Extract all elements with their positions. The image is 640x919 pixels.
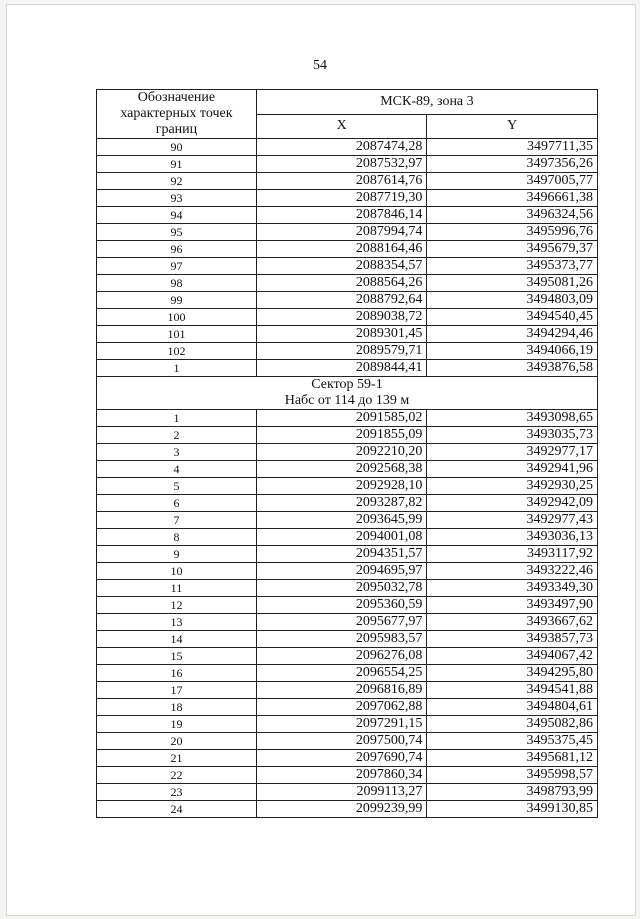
x-value: 2097860,34 bbox=[256, 767, 427, 784]
point-id: 97 bbox=[97, 258, 257, 275]
point-id: 6 bbox=[97, 495, 257, 512]
table-row bbox=[97, 665, 598, 682]
point-id: 90 bbox=[97, 139, 257, 156]
y-value: 3495998,57 bbox=[427, 767, 598, 784]
table-row bbox=[97, 716, 598, 733]
y-value: 3494803,09 bbox=[427, 292, 598, 309]
x-value: 2094695,97 bbox=[256, 563, 427, 580]
y-value: 3492930,25 bbox=[427, 478, 598, 495]
table-row bbox=[97, 427, 598, 444]
x-value: 2088792,64 bbox=[256, 292, 427, 309]
point-id: 5 bbox=[97, 478, 257, 495]
x-value: 2089579,71 bbox=[256, 343, 427, 360]
y-value: 3493035,73 bbox=[427, 427, 598, 444]
y-value: 3492977,17 bbox=[427, 444, 598, 461]
y-value: 3493349,30 bbox=[427, 580, 598, 597]
y-value: 3493098,65 bbox=[427, 410, 598, 427]
table-row bbox=[97, 241, 598, 258]
x-value: 2091855,09 bbox=[256, 427, 427, 444]
y-value: 3495679,37 bbox=[427, 241, 598, 258]
x-value: 2097500,74 bbox=[256, 733, 427, 750]
table-row bbox=[97, 563, 598, 580]
point-id: 8 bbox=[97, 529, 257, 546]
x-value: 2087614,76 bbox=[256, 173, 427, 190]
point-id: 99 bbox=[97, 292, 257, 309]
y-value: 3492977,43 bbox=[427, 512, 598, 529]
x-value: 2094351,57 bbox=[256, 546, 427, 563]
y-value: 3494067,42 bbox=[427, 648, 598, 665]
table-row bbox=[97, 597, 598, 614]
table-row bbox=[97, 614, 598, 631]
x-value: 2097690,74 bbox=[256, 750, 427, 767]
point-id: 12 bbox=[97, 597, 257, 614]
sector-elevation: Набс от 114 до 139 м bbox=[284, 393, 410, 408]
point-id: 95 bbox=[97, 224, 257, 241]
table-row bbox=[97, 631, 598, 648]
point-id: 24 bbox=[97, 801, 257, 818]
table-row bbox=[97, 190, 598, 207]
y-value: 3497356,26 bbox=[427, 156, 598, 173]
page-number: 54 bbox=[313, 58, 327, 73]
coordinates-table-body bbox=[97, 90, 598, 818]
table-row bbox=[97, 309, 598, 326]
coordinates-table bbox=[96, 89, 598, 818]
table-row bbox=[97, 648, 598, 665]
x-value: 2089038,72 bbox=[256, 309, 427, 326]
point-id: 21 bbox=[97, 750, 257, 767]
point-id: 10 bbox=[97, 563, 257, 580]
y-value: 3493036,13 bbox=[427, 529, 598, 546]
point-id: 101 bbox=[97, 326, 257, 343]
table-row bbox=[97, 512, 598, 529]
y-value: 3493497,90 bbox=[427, 597, 598, 614]
x-value: 2099113,27 bbox=[256, 784, 427, 801]
table-row bbox=[97, 478, 598, 495]
x-value: 2092210,20 bbox=[256, 444, 427, 461]
x-value: 2093645,99 bbox=[256, 512, 427, 529]
table-row bbox=[97, 580, 598, 597]
table-row bbox=[97, 360, 598, 377]
point-id: 91 bbox=[97, 156, 257, 173]
y-value: 3495681,12 bbox=[427, 750, 598, 767]
x-value: 2089844,41 bbox=[256, 360, 427, 377]
table-row bbox=[97, 529, 598, 546]
sector-cell bbox=[97, 377, 598, 410]
sector-name: Сектор 59-1 bbox=[311, 377, 383, 392]
x-value: 2096816,89 bbox=[256, 682, 427, 699]
x-value: 2088354,57 bbox=[256, 258, 427, 275]
point-id: 17 bbox=[97, 682, 257, 699]
y-value: 3494066,19 bbox=[427, 343, 598, 360]
table-row bbox=[97, 156, 598, 173]
y-value: 3493857,73 bbox=[427, 631, 598, 648]
point-id: 9 bbox=[97, 546, 257, 563]
x-value: 2096554,25 bbox=[256, 665, 427, 682]
x-value: 2092568,38 bbox=[256, 461, 427, 478]
point-id: 18 bbox=[97, 699, 257, 716]
x-value: 2092928,10 bbox=[256, 478, 427, 495]
y-value: 3495375,45 bbox=[427, 733, 598, 750]
point-id: 14 bbox=[97, 631, 257, 648]
sector-row bbox=[97, 377, 598, 410]
x-value: 2095983,57 bbox=[256, 631, 427, 648]
point-id: 93 bbox=[97, 190, 257, 207]
table-row bbox=[97, 750, 598, 767]
table-row bbox=[97, 139, 598, 156]
x-value: 2093287,82 bbox=[256, 495, 427, 512]
point-id: 22 bbox=[97, 767, 257, 784]
table-row bbox=[97, 410, 598, 427]
y-value: 3499130,85 bbox=[427, 801, 598, 818]
point-id: 16 bbox=[97, 665, 257, 682]
point-id: 1 bbox=[97, 360, 257, 377]
y-value: 3494540,45 bbox=[427, 309, 598, 326]
table-row bbox=[97, 767, 598, 784]
x-value: 2087532,97 bbox=[256, 156, 427, 173]
table-row bbox=[97, 207, 598, 224]
y-value: 3494804,61 bbox=[427, 699, 598, 716]
table-row bbox=[97, 801, 598, 818]
table-row bbox=[97, 699, 598, 716]
table-row bbox=[97, 495, 598, 512]
x-value: 2089301,45 bbox=[256, 326, 427, 343]
y-value: 3495996,76 bbox=[427, 224, 598, 241]
x-value: 2097062,88 bbox=[256, 699, 427, 716]
table-row bbox=[97, 784, 598, 801]
header-x: X bbox=[256, 114, 427, 139]
point-id: 100 bbox=[97, 309, 257, 326]
table-row bbox=[97, 173, 598, 190]
point-id: 94 bbox=[97, 207, 257, 224]
table-row bbox=[97, 733, 598, 750]
x-value: 2094001,08 bbox=[256, 529, 427, 546]
point-id: 20 bbox=[97, 733, 257, 750]
y-value: 3493667,62 bbox=[427, 614, 598, 631]
y-value: 3497005,77 bbox=[427, 173, 598, 190]
table-row bbox=[97, 682, 598, 699]
y-value: 3495081,26 bbox=[427, 275, 598, 292]
x-value: 2088164,46 bbox=[256, 241, 427, 258]
y-value: 3495373,77 bbox=[427, 258, 598, 275]
table-header-row bbox=[97, 90, 598, 115]
x-value: 2087474,28 bbox=[256, 139, 427, 156]
point-id: 3 bbox=[97, 444, 257, 461]
x-value: 2087719,30 bbox=[256, 190, 427, 207]
point-id: 4 bbox=[97, 461, 257, 478]
y-value: 3492941,96 bbox=[427, 461, 598, 478]
x-value: 2097291,15 bbox=[256, 716, 427, 733]
x-value: 2095032,78 bbox=[256, 580, 427, 597]
point-id: 92 bbox=[97, 173, 257, 190]
x-value: 2087846,14 bbox=[256, 207, 427, 224]
y-value: 3494541,88 bbox=[427, 682, 598, 699]
table-row bbox=[97, 546, 598, 563]
point-id: 102 bbox=[97, 343, 257, 360]
y-value: 3494295,80 bbox=[427, 665, 598, 682]
table-row bbox=[97, 292, 598, 309]
table-row bbox=[97, 224, 598, 241]
x-value: 2099239,99 bbox=[256, 801, 427, 818]
x-value: 2096276,08 bbox=[256, 648, 427, 665]
point-id: 11 bbox=[97, 580, 257, 597]
header-y: Y bbox=[427, 114, 598, 139]
y-value: 3495082,86 bbox=[427, 716, 598, 733]
header-point-label: Обозначение характерных точек границ bbox=[97, 90, 257, 139]
table-row bbox=[97, 461, 598, 478]
table-row bbox=[97, 326, 598, 343]
y-value: 3493117,92 bbox=[427, 546, 598, 563]
table-row bbox=[97, 258, 598, 275]
y-value: 3494294,46 bbox=[427, 326, 598, 343]
point-id: 13 bbox=[97, 614, 257, 631]
header-coordinate-system: МСК-89, зона 3 bbox=[256, 90, 597, 115]
point-id: 19 bbox=[97, 716, 257, 733]
y-value: 3496324,56 bbox=[427, 207, 598, 224]
point-id: 2 bbox=[97, 427, 257, 444]
x-value: 2087994,74 bbox=[256, 224, 427, 241]
table-row bbox=[97, 444, 598, 461]
x-value: 2095360,59 bbox=[256, 597, 427, 614]
x-value: 2091585,02 bbox=[256, 410, 427, 427]
point-id: 23 bbox=[97, 784, 257, 801]
y-value: 3492942,09 bbox=[427, 495, 598, 512]
point-id: 96 bbox=[97, 241, 257, 258]
x-value: 2088564,26 bbox=[256, 275, 427, 292]
point-id: 98 bbox=[97, 275, 257, 292]
point-id: 15 bbox=[97, 648, 257, 665]
point-id: 1 bbox=[97, 410, 257, 427]
table-row bbox=[97, 343, 598, 360]
y-value: 3498793,99 bbox=[427, 784, 598, 801]
table-row bbox=[97, 275, 598, 292]
y-value: 3493222,46 bbox=[427, 563, 598, 580]
y-value: 3493876,58 bbox=[427, 360, 598, 377]
x-value: 2095677,97 bbox=[256, 614, 427, 631]
y-value: 3497711,35 bbox=[427, 139, 598, 156]
point-id: 7 bbox=[97, 512, 257, 529]
y-value: 3496661,38 bbox=[427, 190, 598, 207]
